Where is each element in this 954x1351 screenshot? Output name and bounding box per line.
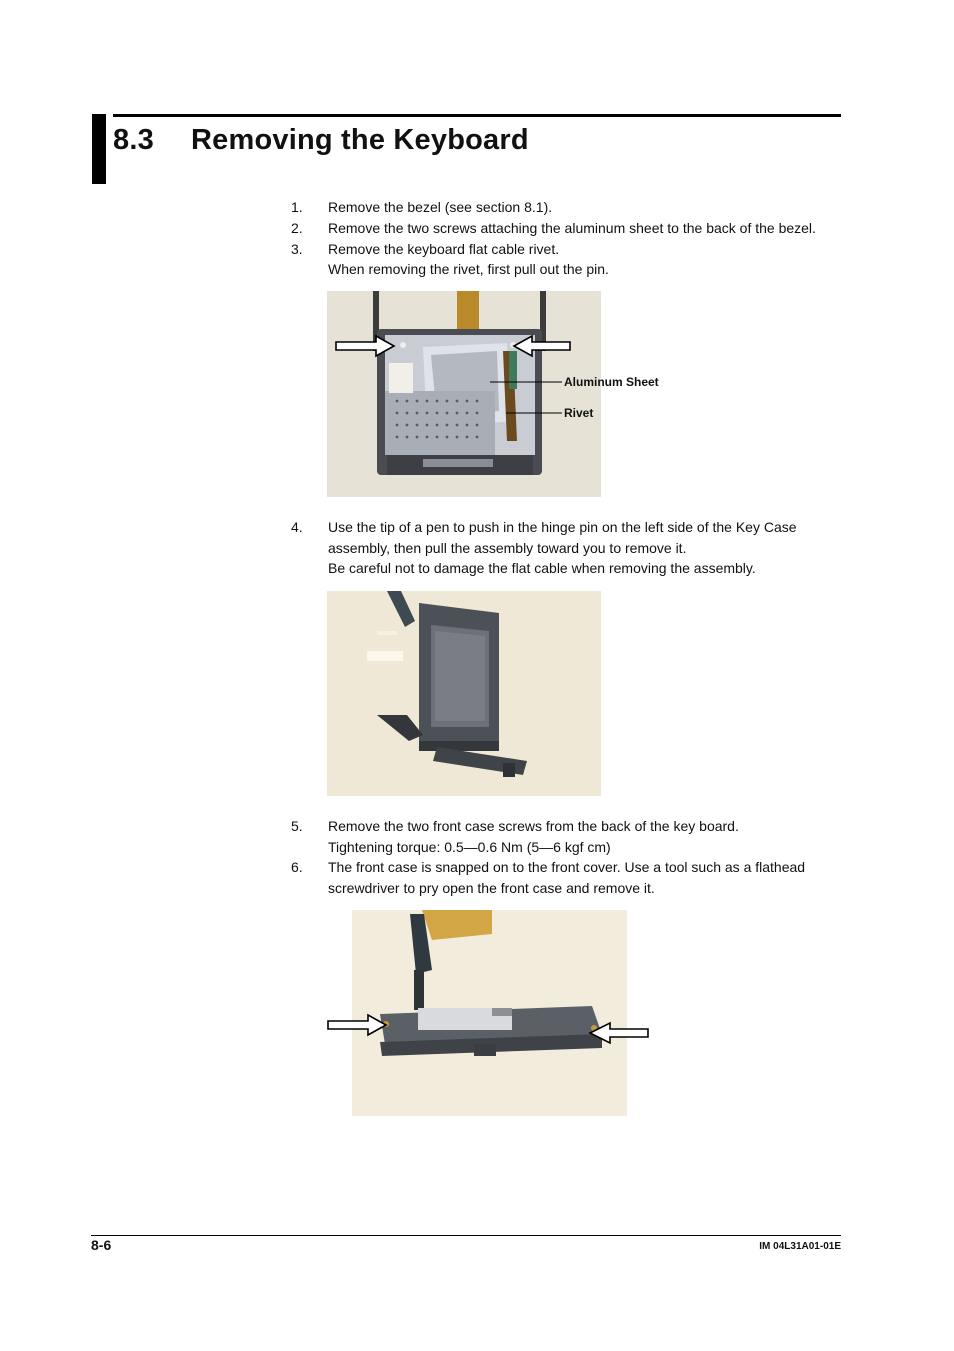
document-id: IM 04L31A01-01E (759, 1241, 841, 1252)
key-case-illustration (327, 591, 601, 796)
callout-leaders (490, 378, 562, 418)
callout-aluminum-sheet: Aluminum Sheet (564, 375, 659, 389)
step-text: Remove the two front case screws from the back of the key board. (328, 818, 739, 834)
step-text: The front case is snapped on to the front cover. Use a tool such as a flathead (328, 859, 806, 875)
step-number: 6. (291, 859, 303, 875)
section-title: Removing the Keyboard (191, 124, 529, 156)
step-text: Tightening torque: 0.5—0.6 Nm (5—6 kgf cm) (328, 839, 611, 855)
step-number: 4. (291, 519, 303, 535)
heading-bar (92, 114, 106, 184)
step-text: screwdriver to pry open the front case and remove it. (328, 880, 655, 896)
step-number: 5. (291, 818, 303, 834)
step-text: assembly, then pull the assembly toward you to remove it. (328, 540, 687, 556)
footer-rule (91, 1235, 841, 1236)
section-number: 8.3 (113, 124, 154, 156)
step-text: Use the tip of a pen to push in the hinge pin on the left side of the Key Case (328, 519, 797, 535)
photo-key-case-assembly (327, 591, 601, 796)
step-number: 3. (291, 241, 303, 257)
arrow-right-icon (334, 334, 396, 358)
arrow-right-icon (326, 1013, 388, 1037)
step-number: 2. (291, 220, 303, 236)
callout-rivet: Rivet (564, 406, 594, 420)
keyboard-illustration (352, 910, 627, 1116)
arrow-left-icon (512, 334, 572, 358)
step-text: When removing the rivet, first pull out the pin. (328, 261, 609, 277)
step-text: Remove the two screws attaching the aluminum sheet to the back of the bezel. (328, 220, 816, 236)
arrow-left-icon (588, 1021, 650, 1045)
page-number: 8-6 (91, 1237, 112, 1253)
photo-keyboard-front-case (352, 910, 627, 1116)
step-text: Be careful not to damage the flat cable when removing the assembly. (328, 560, 756, 576)
step-text: Remove the keyboard flat cable rivet. (328, 241, 560, 257)
step-text: Remove the bezel (see section 8.1). (328, 199, 553, 215)
step-number: 1. (291, 199, 303, 215)
heading-rule (113, 114, 841, 117)
